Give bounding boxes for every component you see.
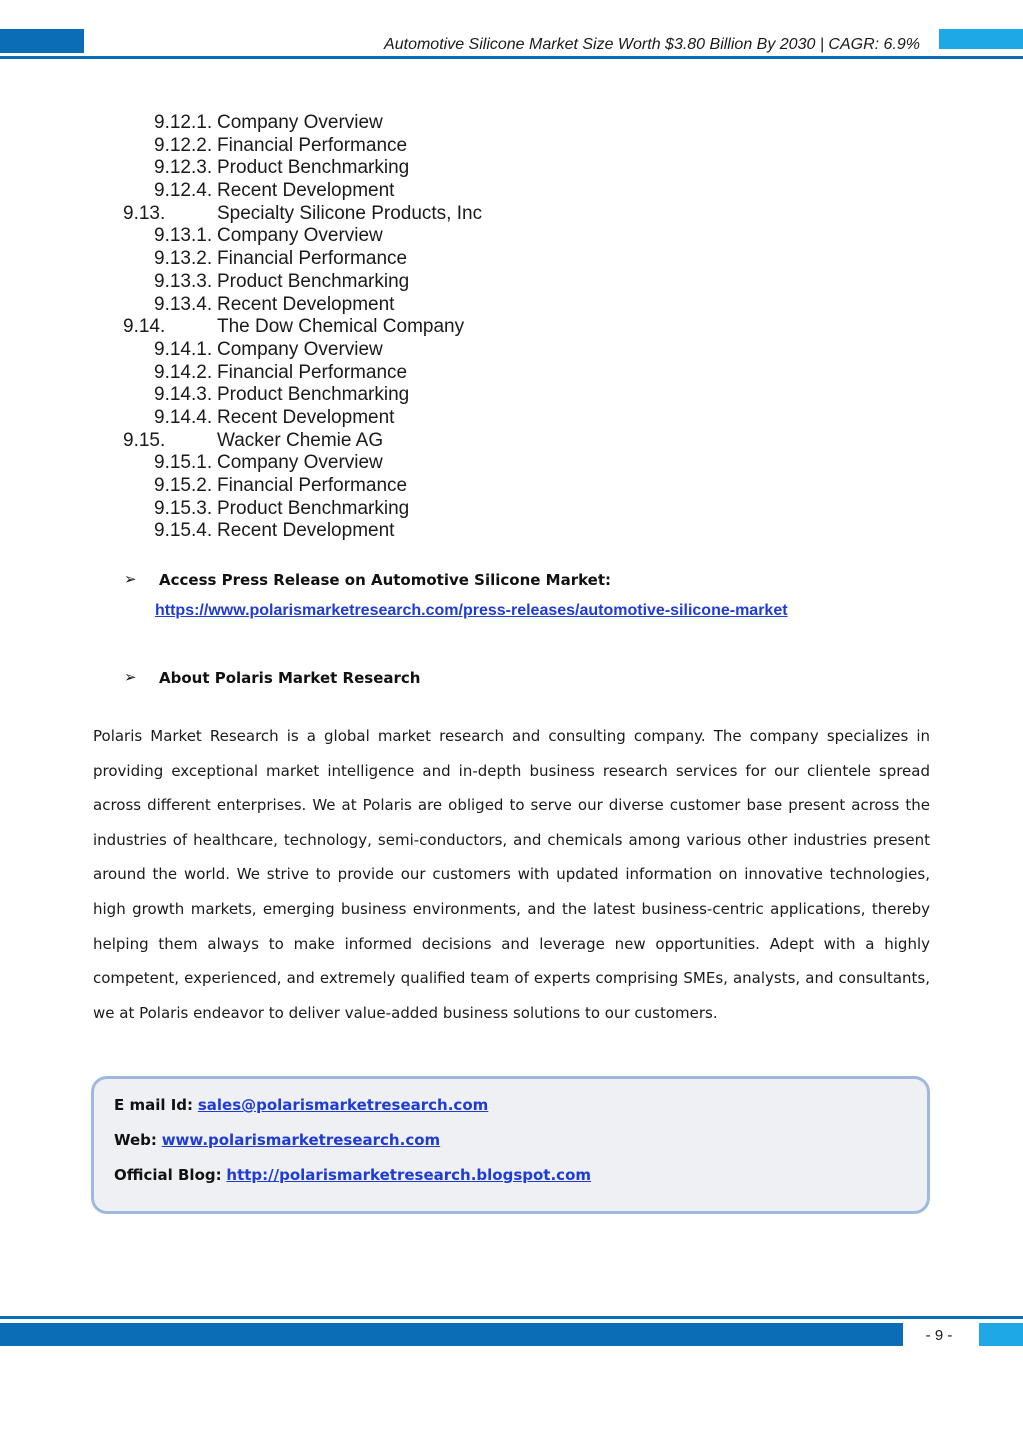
page-number: - 9 - xyxy=(925,1327,953,1344)
toc-entry-title: Company Overview xyxy=(217,452,383,474)
toc-entry-title: Financial Performance xyxy=(217,248,408,270)
toc-entry xyxy=(0,225,1023,248)
about-paragraph: Polaris Market Research is a global market research and consulting company. The company specializes in providing exceptional market intelligence and in-depth business research services for our clientele spread across different enterprises. We at Polaris are obliged to serve our diverse customer base present across the industries of healthcare, technology, semi-conductors, and chemicals among various other industries present around the world. We strive to provide our customers with updated information on innovative technologies, high growth markets, emerging business environments, and the latest business-centric applications, thereby helping them always to make informed decisions and leverage new opportunities. Adept with a highly competent, experienced, and extremely qualified team of experts comprising SMEs, analysts, and consultants, we at Polaris endeavor to deliver value-added business solutions to our customers. xyxy=(93,727,930,1022)
toc-entry-title: Product Benchmarking xyxy=(217,384,410,406)
toc-entry-title: Company Overview xyxy=(217,112,383,133)
toc-entry-number: 9.14. xyxy=(123,316,166,338)
toc-entry-title: Financial Performance xyxy=(217,361,408,383)
toc-entry-title: Financial Performance xyxy=(217,475,408,496)
press-release-link[interactable]: https://www.polarismarketresearch.com/press-releases/automotive-silicone-market xyxy=(155,602,788,619)
toc-entry-number: 9.14.2. xyxy=(154,361,213,383)
toc-entry xyxy=(0,316,1023,339)
toc-entry xyxy=(0,452,1023,475)
contact-web-row xyxy=(114,1130,440,1150)
table-of-contents xyxy=(0,112,1023,543)
header-title: Automotive Silicone Market Size Worth $3.80 Billion By 2030 | CAGR: 6.9% xyxy=(384,36,920,53)
contact-box xyxy=(91,1076,930,1214)
toc-entry xyxy=(0,294,1023,317)
toc-entry-number: 9.13.4. xyxy=(154,293,213,315)
toc-entry-number: 9.12.3. xyxy=(154,157,213,179)
toc-entry xyxy=(0,248,1023,271)
header-accent-block-left xyxy=(0,29,84,53)
footer-accent-bar xyxy=(0,1323,903,1346)
footer-rule xyxy=(0,1316,1023,1319)
contact-email-row xyxy=(114,1095,488,1115)
blog-label: Official Blog: xyxy=(114,1166,222,1184)
toc-entry-title: The Dow Chemical Company xyxy=(217,316,465,338)
toc-entry xyxy=(0,384,1023,407)
toc-entry-number: 9.15.4. xyxy=(154,520,213,542)
header-rule xyxy=(0,56,1023,59)
toc-entry-number: 9.12.1. xyxy=(154,112,213,133)
toc-entry-number: 9.13. xyxy=(123,202,166,224)
toc-entry xyxy=(0,362,1023,385)
toc-entry-title: Recent Development xyxy=(217,406,395,428)
toc-entry xyxy=(0,498,1023,521)
press-release-label: Access Press Release on Automotive Silicone Market: xyxy=(159,571,612,589)
toc-entry-title: Company Overview xyxy=(217,225,383,247)
toc-entry-number: 9.14.1. xyxy=(154,338,213,360)
web-label: Web: xyxy=(114,1131,157,1149)
toc-entry-number: 9.15.2. xyxy=(154,475,213,496)
toc-entry-title: Recent Development xyxy=(217,293,395,315)
toc-entry-number: 9.15.3. xyxy=(154,497,213,519)
press-release-bullet-icon: ➢ xyxy=(124,571,137,588)
toc-entry-number: 9.13.1. xyxy=(154,225,213,247)
toc-entry-title: Recent Development xyxy=(217,520,395,542)
toc-entry xyxy=(0,520,1023,543)
toc-entry-number: 9.13.2. xyxy=(154,248,213,270)
toc-entry-title: Financial Performance xyxy=(217,134,408,156)
toc-entry xyxy=(0,271,1023,294)
about-heading: About Polaris Market Research xyxy=(159,669,421,687)
blog-link[interactable]: http://polarismarketresearch.blogspot.com xyxy=(226,1166,592,1184)
toc-entry-title: Product Benchmarking xyxy=(217,497,410,519)
toc-entry-number: 9.12.2. xyxy=(154,134,213,156)
header-accent-block-right xyxy=(939,29,1023,49)
toc-entry xyxy=(0,112,1023,135)
toc-entry xyxy=(0,430,1023,453)
toc-entry xyxy=(0,157,1023,180)
toc-entry xyxy=(0,203,1023,226)
footer-accent-block-right xyxy=(979,1323,1023,1346)
email-label: E mail Id: xyxy=(114,1096,194,1114)
about-bullet-icon: ➢ xyxy=(124,669,137,686)
web-link[interactable]: www.polarismarketresearch.com xyxy=(161,1131,441,1149)
toc-entry-title: Specialty Silicone Products, Inc xyxy=(217,202,483,224)
email-link[interactable]: sales@polarismarketresearch.com xyxy=(197,1096,489,1114)
toc-entry-title: Company Overview xyxy=(217,338,383,360)
toc-entry-number: 9.14.4. xyxy=(154,406,213,428)
toc-entry xyxy=(0,407,1023,430)
toc-entry-number: 9.14.3. xyxy=(154,384,213,406)
toc-entry-number: 9.13.3. xyxy=(154,270,213,292)
toc-entry xyxy=(0,180,1023,203)
toc-entry-title: Wacker Chemie AG xyxy=(217,429,384,451)
toc-entry-title: Product Benchmarking xyxy=(217,270,410,292)
toc-entry-number: 9.15.1. xyxy=(154,452,213,474)
toc-entry xyxy=(0,135,1023,158)
toc-entry-title: Recent Development xyxy=(217,180,395,202)
toc-entry xyxy=(0,475,1023,498)
toc-entry-number: 9.15. xyxy=(123,429,166,451)
toc-entry-number: 9.12.4. xyxy=(154,180,213,202)
contact-blog-row xyxy=(114,1165,591,1185)
toc-entry xyxy=(0,339,1023,362)
toc-entry-title: Product Benchmarking xyxy=(217,157,410,179)
